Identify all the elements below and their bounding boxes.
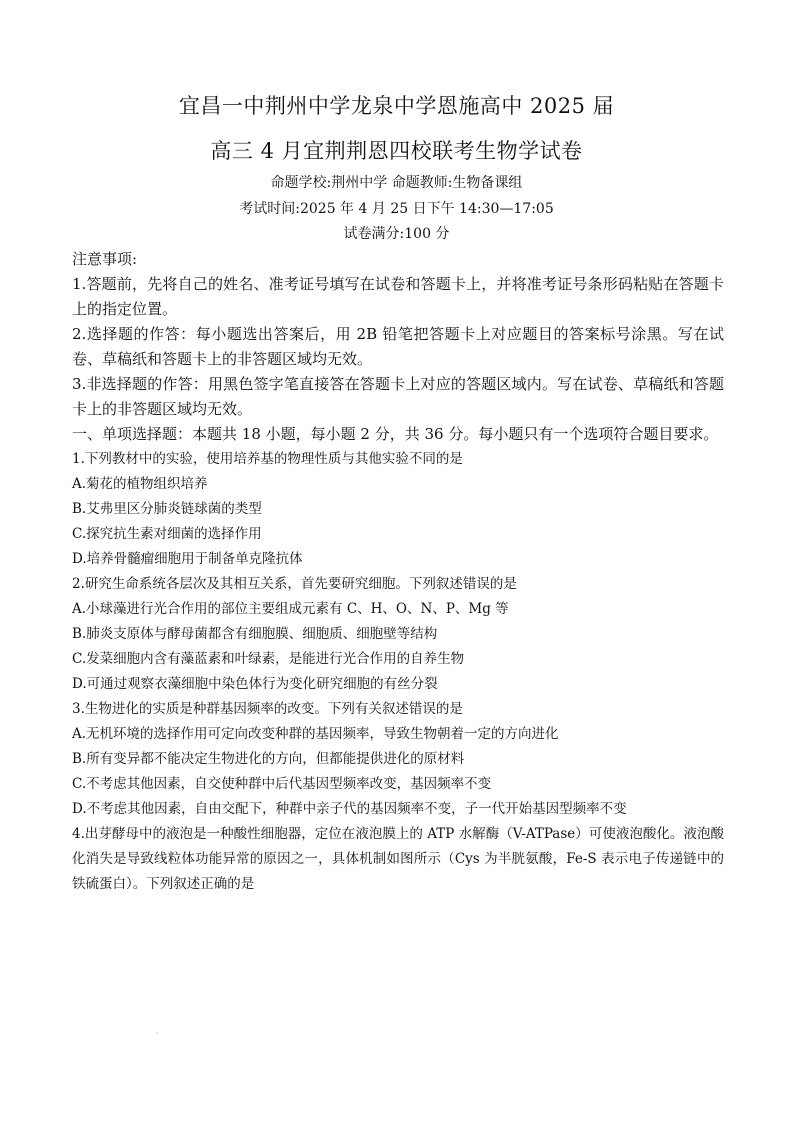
question-stem: 1.下列教材中的实验，使用培养基的物理性质与其他实验不同的是 [72,451,463,467]
question-4 [72,822,724,897]
question-stem: 4.出芽酵母中的液泡是一种酸性细胞器，定位在液泡膜上的 ATP 水解酶（V-ATPase）可使液泡酸化。液泡酸化消失是导致线粒体功能异常的原因之一，具体机制如图所示（Cys 为半胱氨酸，Fe-S 表示电子传递链中的铁硫蛋白）。下列叙述正确的是 [72,826,724,892]
section-heading: 一、单项选择题：本题共 18 小题，每小题 2 分，共 36 分。每小题只有一个选项符合题目要求。 [72,425,719,443]
full-score: 试卷满分:100 分 [343,226,450,242]
option-a: A.菊花的植物组织培养 [72,476,208,492]
scan-mark: · [156,1029,159,1038]
exam-title-line2: 高三 4 月宜荆荆恩四校联考生物学试卷 [210,139,583,163]
option-b: B.所有变异都不能决定生物进化的方向，但都能提供进化的原材料 [72,751,465,767]
notice-heading: 注意事项: [72,250,138,268]
question-stem: 2.研究生命系统各层次及其相互关系，首先要研究细胞。下列叙述错误的是 [72,576,517,592]
option-a: A.小球藻进行光合作用的部位主要组成元素有 C、H、O、N、P、Mg 等 [72,601,509,617]
option-b: B.艾弗里区分肺炎链球菌的类型 [72,501,262,517]
option-b: B.肺炎支原体与酵母菌都含有细胞膜、细胞质、细胞壁等结构 [72,626,438,642]
notice-item: 3.非选择题的作答：用黑色签字笔直接答在答题卡上对应的答题区域内。写在试卷、草稿纸和答题卡上的非答题区域均无效。 [72,375,724,418]
option-d: D.培养骨髓瘤细胞用于制备单克隆抗体 [72,551,303,567]
question-1 [72,447,724,572]
option-d: D.可通过观察衣藻细胞中染色体行为变化研究细胞的有丝分裂 [72,676,438,692]
option-c: C.发菜细胞内含有藻蓝素和叶绿素，是能进行光合作用的自养生物 [72,651,465,667]
option-c: C.探究抗生素对细菌的选择作用 [72,526,262,542]
option-a: A.无机环境的选择作用可定向改变种群的基因频率，导致生物朝着一定的方向进化 [72,726,559,742]
exam-body [72,247,724,897]
question-stem: 3.生物进化的实质是种群基因频率的改变。下列有关叙述错误的是 [72,701,463,717]
notice-item: 1.答题前，先将自己的姓名、准考证号填写在试卷和答题卡上，并将准考证号条形码粘贴在答题卡上的指定位置。 [72,275,724,318]
exam-title-line1: 宜昌一中荆州中学龙泉中学恩施高中 2025 届 [178,94,615,118]
option-c: C.不考虑其他因素，自交使种群中后代基因型频率改变，基因频率不变 [72,776,492,792]
exam-time: 考试时间:2025 年 4 月 25 日下午 14:30—17:05 [239,201,554,217]
notice-item: 2.选择题的作答：每小题选出答案后，用 2B 铅笔把答题卡上对应题目的答案标号涂黑。写在试卷、草稿纸和答题卡上的非答题区域均无效。 [72,325,724,368]
question-3 [72,697,724,822]
option-d: D.不考虑其他因素，自由交配下，种群中亲子代的基因频率不变，子一代开始基因型频率不变 [72,801,627,817]
proposer-info: 命题学校:荆州中学 命题教师:生物备课组 [270,175,523,191]
question-2 [72,572,724,697]
